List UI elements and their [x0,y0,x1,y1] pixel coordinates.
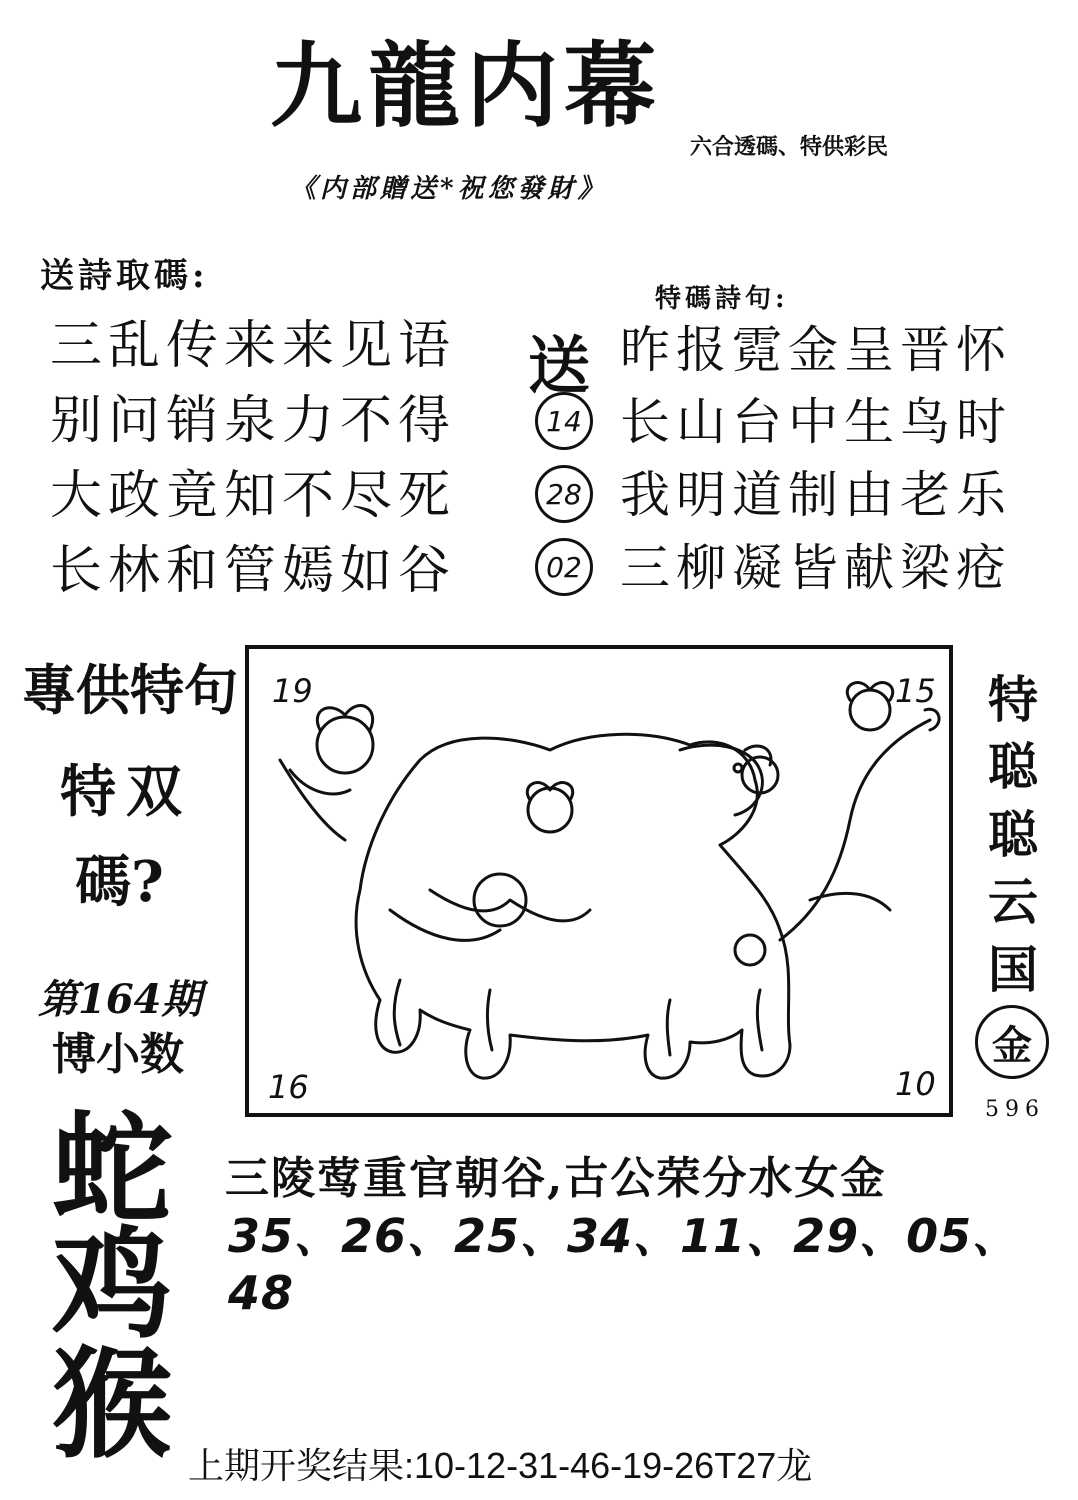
hint-line: 三陵莺重官朝谷,古公荣分水女金 [225,1153,887,1204]
poem-line: 大政竟知不尽死 [50,466,457,526]
circled-number: 28 [535,465,593,523]
vertical-char: 聪 [988,737,1038,796]
bo-label: 博小数 [52,1029,184,1080]
page-title: 九龍内幕 [270,32,663,140]
corner-number: 19 [272,672,313,710]
poem-line: 长林和管嫣如谷 [50,541,457,601]
zodiac-char: 猴 [52,1334,172,1475]
corner-number: 10 [895,1065,936,1103]
corner-number: 15 [895,672,936,710]
poem-heading: 送詩取碼: [40,256,209,296]
poem-line: 别问销泉力不得 [50,391,457,451]
circled-number: 02 [535,538,593,596]
last-result: 上期开奖结果:10-12-31-46-19-26T27龙 [188,1445,813,1486]
double-label-2: 碼? [75,849,164,915]
special-poem-line: 长山台中生鸟时 [620,393,1012,451]
special-poem-line: 三柳凝皆献梁疮 [620,539,1012,597]
ox-illustration [250,650,950,1115]
subtitle: 《内部贈送*祝您發財》 [290,174,608,204]
special-label: 專供特句 [22,658,238,722]
vertical-char: 特 [988,670,1038,729]
tagline: 六合透碼、特供彩民 [690,134,889,160]
special-poem-heading: 特碼詩句: [655,284,789,314]
vertical-char: 云 [988,872,1038,931]
special-poem-line: 昨报霓金呈晋怀 [620,321,1012,379]
corner-number: 16 [268,1068,309,1106]
double-label: 特双 [60,759,192,825]
numbers-line: 35、26、25、34、11、29、05、48 [228,1209,1020,1320]
vertical-char: 国 [988,940,1038,999]
zodiac-char: 鸡 [52,1214,172,1355]
circled-number: 14 [535,392,593,450]
gold-number: 596 [985,1097,1045,1122]
issue-number: 第164期 [38,976,202,1023]
zodiac-char: 蛇 [52,1099,172,1240]
poem-line: 三乱传来来见语 [50,316,457,376]
special-poem-line: 我明道制由老乐 [620,466,1012,524]
vertical-char: 聪 [988,805,1038,864]
gold-seal: 金 [975,1005,1049,1079]
send-char: 送 [528,329,591,402]
